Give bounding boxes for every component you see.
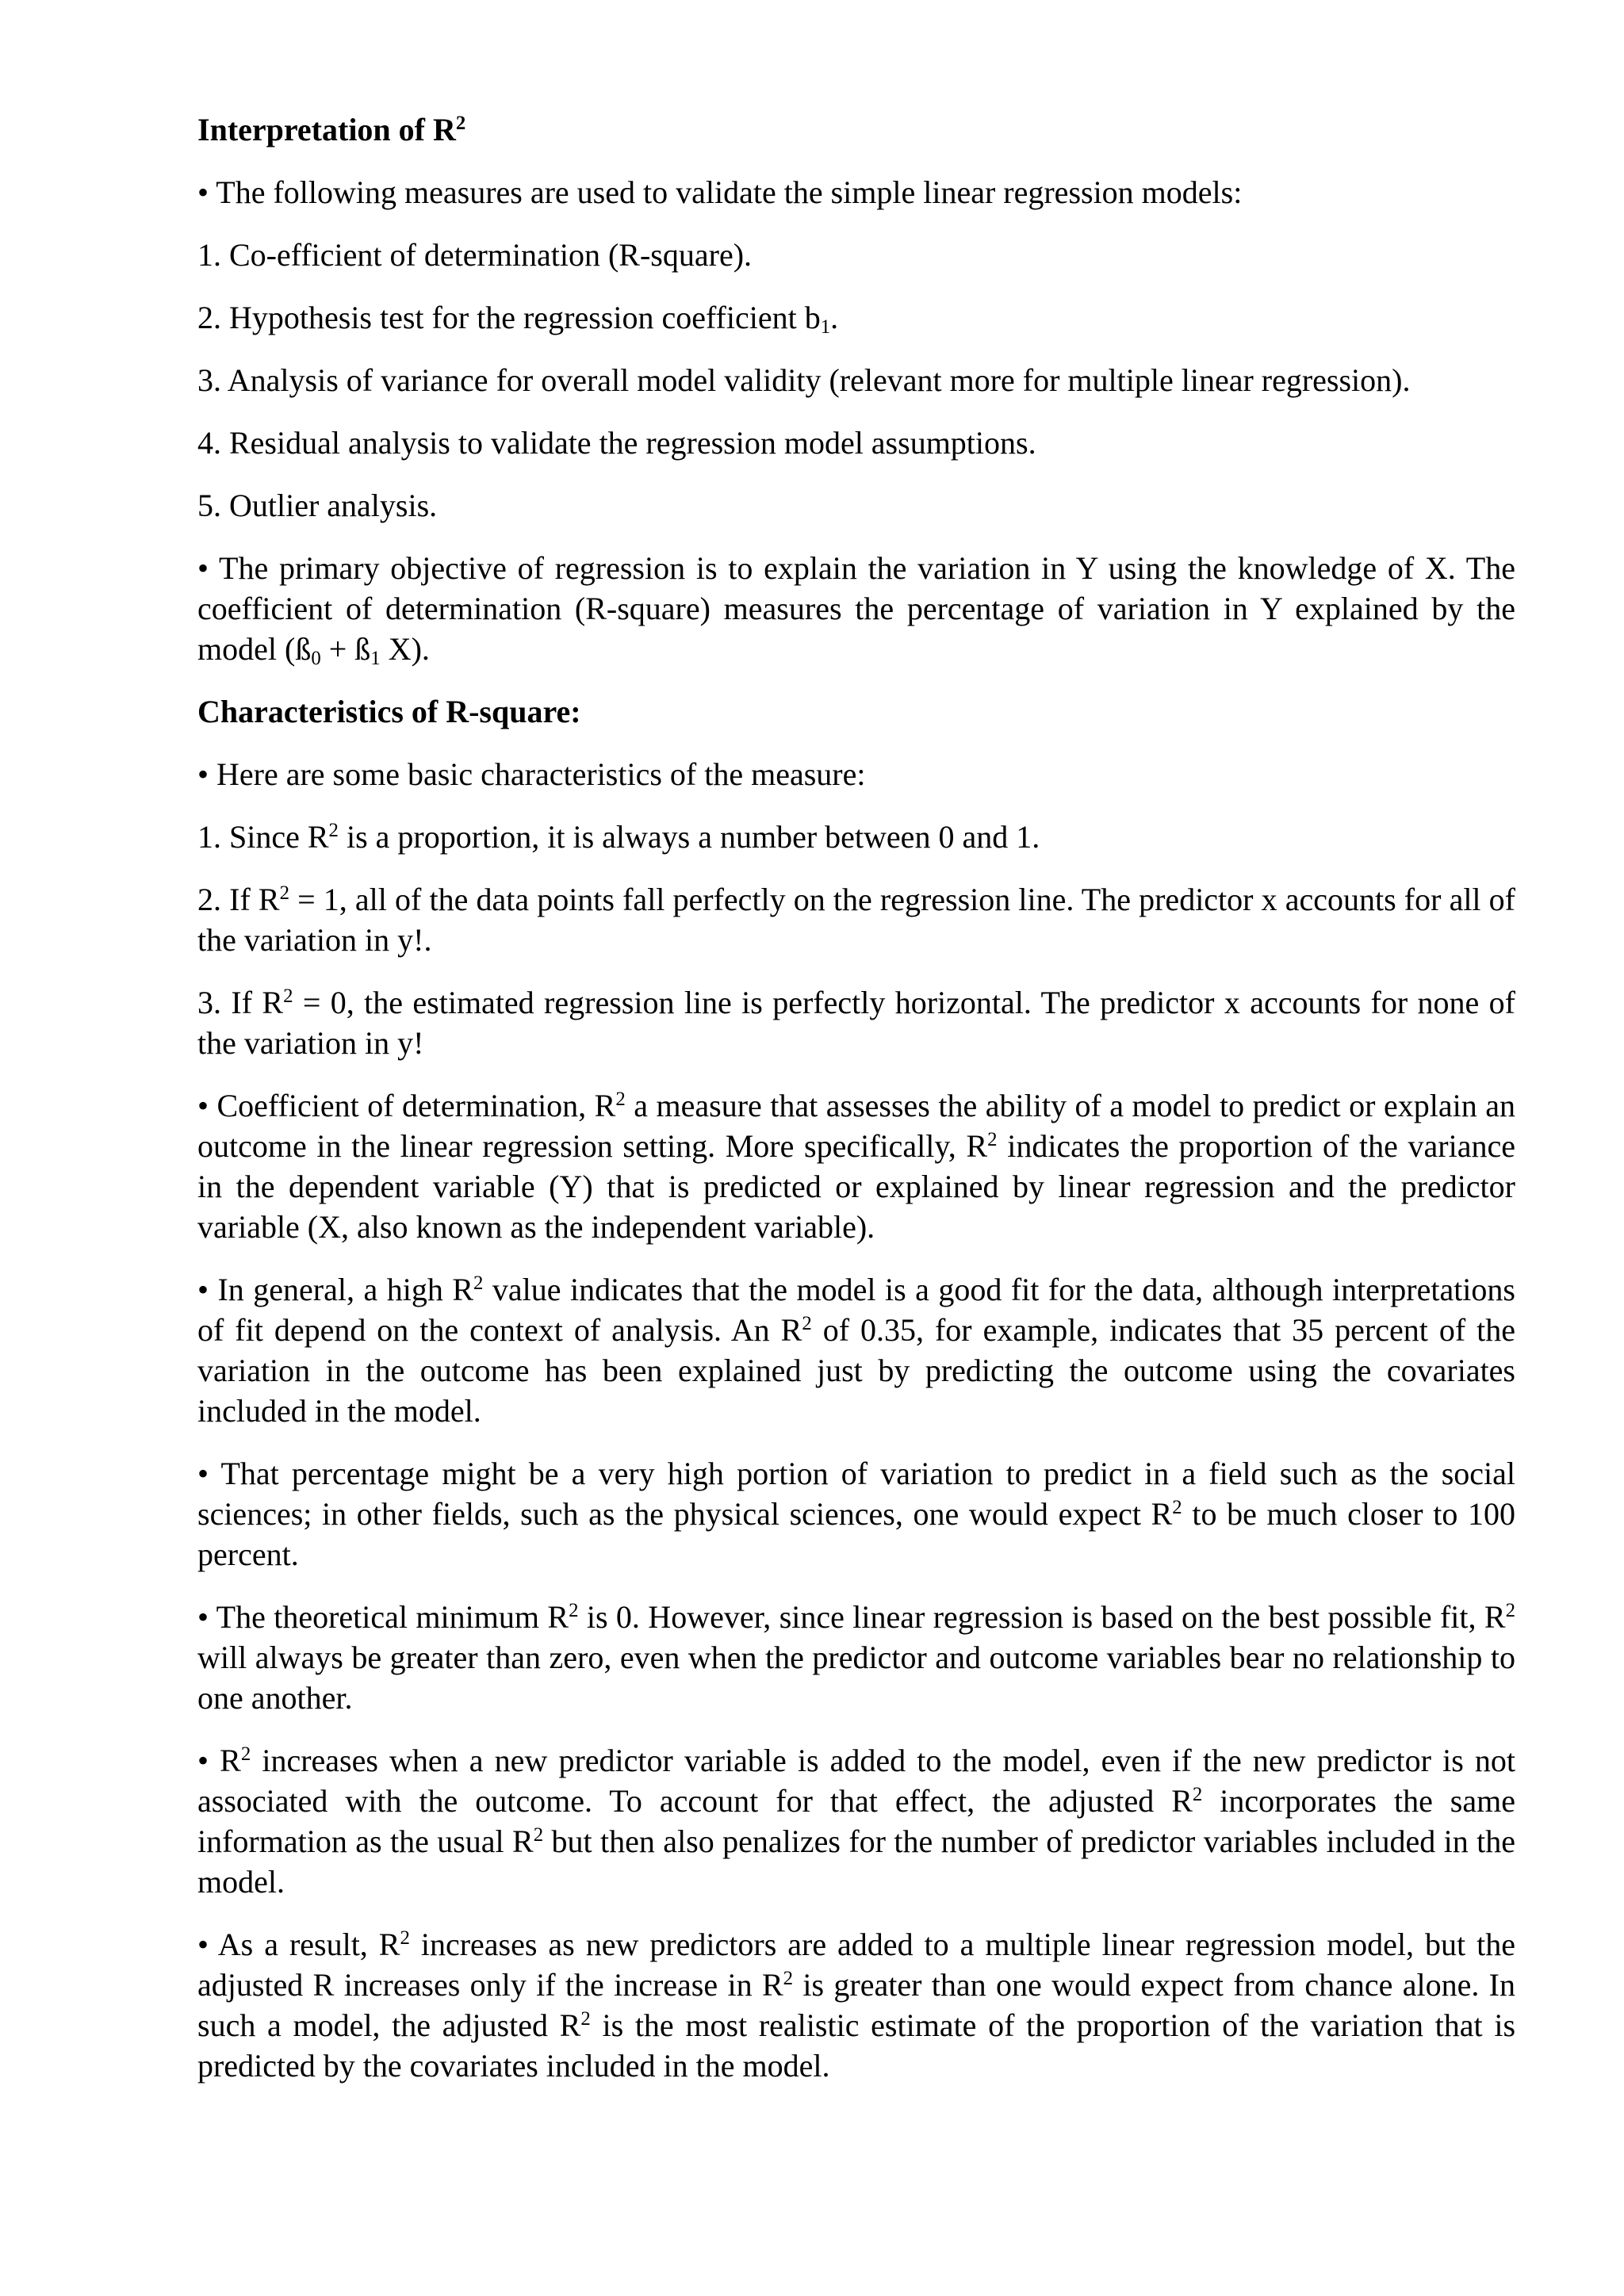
bullet-as-a-result: • As a result, $R^2$ increases as new predictors are added to a multiple linear regression model, but the adjusted R increases only if the increase in $R^2$ is greater than one would expect from chance alone. In such a model, the adjusted $R^2$ is the most realistic estimate of the proportion of the variation that is predicted by the covariates included in the model.	[197, 1927, 1516, 2084]
validation-item-5: 5. Outlier analysis.	[197, 488, 438, 523]
validation-intro: • The following measures are used to validate the simple linear regression models:	[197, 174, 1243, 210]
bullet-coefficient-definition: • Coefficient of determination, $R^2$ a measure that assesses the ability of a model to predict or explain an outcome in the linear regression setting. More specifically, $R^2$ indicates the proportion of the variance in the dependent variable (Y) that is predicted or explained by linear regression and the predictor variable (X, also known as the independent variable).	[197, 1088, 1516, 1245]
characteristics-heading: Characteristics of R-square:	[197, 694, 581, 729]
bullet-adjusted-r2: • $R^2$ increases when a new predictor variable is added to the model, even if the new predictor is not associated with the outcome. To account for that effect, the adjusted $R^2$ incorporates the same information as the usual $R^2$ but then also penalizes for the number of predictor variables included in the model.	[197, 1743, 1515, 1900]
bullet-percentage: • That percentage might be a very high portion of variation to predict in a field such as the social sciences; in other fields, such as the physical sciences, one would expect $R^2$ to be much closer to 100 percent.	[197, 1456, 1515, 1572]
validation-item-2: 2. Hypothesis test for the regression coefficient $b_1$.	[197, 300, 839, 339]
page-title: Interpretation of $R^2$	[197, 112, 466, 147]
characteristic-1: 1. Since $R^2$ is a proportion, it is always a number between 0 and 1.	[197, 819, 1040, 855]
validation-item-3: 3. Analysis of variance for overall model validity (relevant more for multiple linear regression).	[197, 362, 1411, 398]
objective-paragraph: • The primary objective of regression is to explain the variation in Y using the knowledge of X. The coefficient of determination (R-square) measures the percentage of variation in Y explained by the model ($ß_0$ + $ß_1$ X).	[197, 550, 1515, 670]
validation-item-4: 4. Residual analysis to validate the regression model assumptions.	[197, 425, 1036, 461]
bullet-theoretical-minimum: • The theoretical minimum $R^2$ is 0. However, since linear regression is based on the best possible fit, $R^2$ will always be greater than zero, even when the predictor and outcome variables bear no relationship to one another.	[197, 1599, 1515, 1716]
document-body	[197, 109, 1515, 2108]
characteristic-2: 2. If $R^2 = 1$, all of the data points fall perfectly on the regression line. The predictor x accounts for all of the variation in y!.	[197, 882, 1515, 958]
characteristics-intro: • Here are some basic characteristics of the measure:	[197, 756, 866, 792]
characteristic-3: 3. If $R^2 = 0$, the estimated regression line is perfectly horizontal. The predictor x accounts for none of the variation in y!	[197, 985, 1515, 1061]
validation-item-1: 1. Co-efficient of determination (R-square).	[197, 237, 753, 273]
bullet-high-r2: • In general, a high $R^2$ value indicates that the model is a good fit for the data, although interpretations of fit depend on the context of analysis. An $R^2$ of 0.35, for example, indicates that 35 percent of the variation in the outcome has been explained just by predicting the outcome using the covariates included in the model.	[197, 1272, 1515, 1429]
